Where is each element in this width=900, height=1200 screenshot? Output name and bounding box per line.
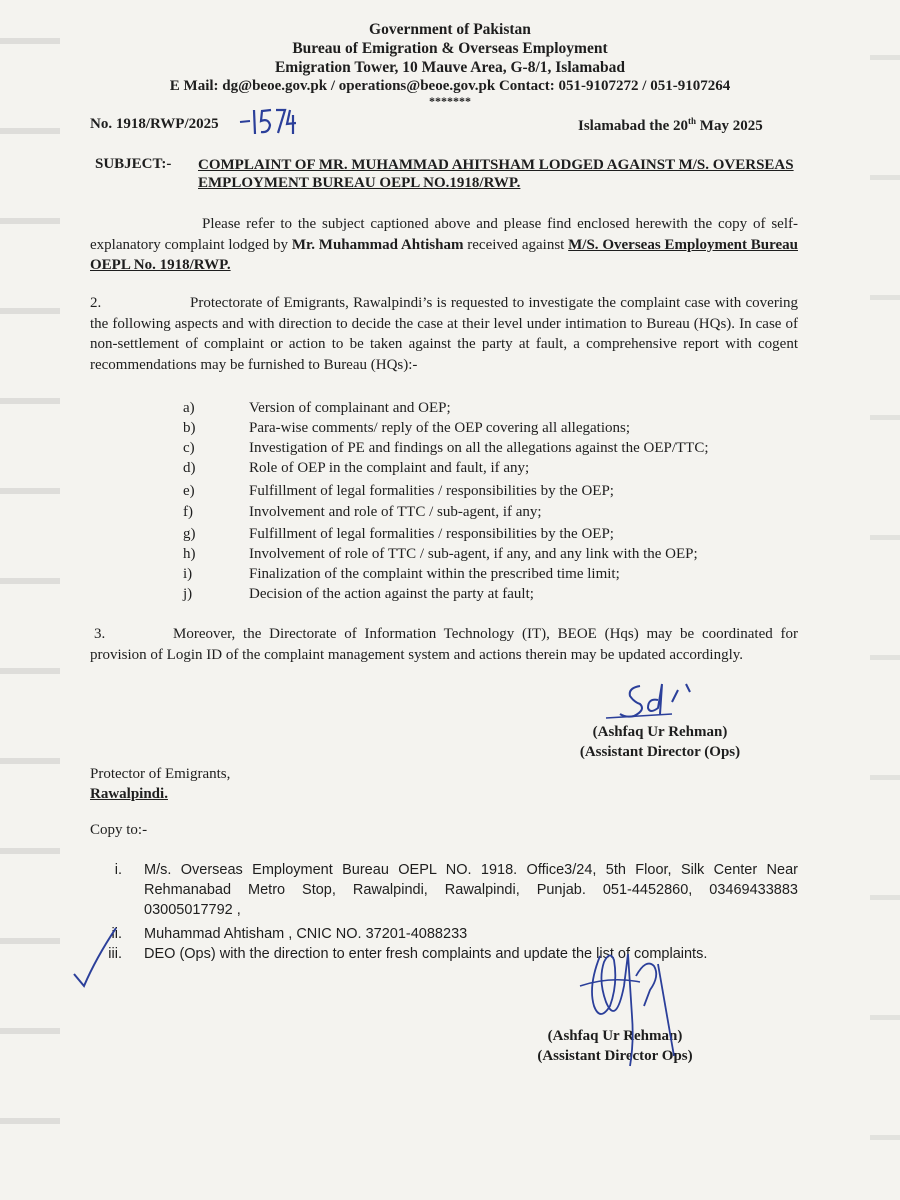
addressee — [90, 764, 230, 804]
paragraph-1: Please refer to the subject captioned above and please find enclosed herewith the copy of self-explanatory complaint lodged by Mr. Muhammad Ahtisham received against M/S. Overseas Employment Bureau OEPL No. 1918/RWP. — [90, 216, 798, 273]
scan-edge-left — [0, 0, 60, 1200]
letterhead-contact: E Mail: dg@beoe.gov.pk / operations@beoe.gov.pk Contact: 051-9107272 / 051-9107264 — [169, 78, 731, 94]
addressee-city: Rawalpindi. — [90, 786, 168, 802]
signatory-title: (Assistant Director Ops) — [537, 1048, 693, 1064]
subject-label: SUBJECT:- — [95, 156, 172, 172]
checkmark-icon — [70, 924, 120, 990]
aspects-list: a) Version of complainant and OEP; b) Para-wise comments/ reply of the OEP covering all allegations; c) Investigation of PE and findings on all the allegations against the OEP/TTC; d) Role of OEP in the complaint and fault, if any; e) Fulfillment of legal formalities / responsibilities by the OEP; f) Involvement and role of TTC / sub-agent, if any; g) Fulfillment of legal formalities / responsibilities by the OEP; h) Involvement of role of TTC / sub-agent, if any, and any link with the OEP; i) Finalization of the complaint within the prescribed time limit; j) Decision of the action against the party at fault; — [183, 400, 709, 602]
reference-number: No. 1918/RWP/2025 — [90, 116, 219, 132]
handwritten-signature — [570, 946, 680, 1074]
letterhead-government: Government of Pakistan — [369, 21, 531, 38]
paragraph-3: 3. Moreover, the Directorate of Information Technology (IT), BEOE (Hqs) may be coordinated for provision of Login ID of the complaint management system and actions therein may be updated accordingly. — [90, 626, 798, 663]
svg-text:sd/-: sd/- — [602, 680, 604, 681]
signatory-title: (Assistant Director (Ops) — [579, 744, 741, 760]
letterhead — [0, 20, 900, 106]
letterhead-bureau: Bureau of Emigration & Overseas Employment — [292, 40, 608, 57]
copy-to-label: Copy to:- — [90, 822, 148, 838]
addressee-title: Protector of Emigrants, — [90, 766, 231, 782]
signatory-name: (Ashfaq Ur Rehman) — [592, 724, 728, 740]
letterhead-stars: ******* — [429, 94, 471, 108]
letterhead-address: Emigration Tower, 10 Mauve Area, G-8/1, Islamabad — [274, 59, 626, 76]
subject-text: COMPLAINT OF MR. MUHAMMAD AHITSHAM LODGED AGAINST M/S. OVERSEAS EMPLOYMENT BUREAU OEPL NO.1918/RWP. — [198, 157, 794, 191]
scan-edge-right — [870, 0, 900, 1200]
sd-signature-mark — [602, 680, 702, 724]
handwritten-reference-number — [238, 104, 296, 138]
signature-block-1 — [560, 722, 760, 762]
signatory-name: (Ashfaq Ur Rehman) — [547, 1028, 683, 1044]
paragraph-2: 2. Protectorate of Emigrants, Rawalpindi’s is requested to investigate the complaint case with covering the following aspects and with direction to decide the case at their level under intimation to Bureau (HQs). In case of non-settlement of complaint or action to be taken against the party at fault, a comprehensive report with cogent recommendations may be furnished to Bureau (HQs):- — [90, 295, 798, 373]
place-date: Islamabad the 20th May 2025 — [578, 116, 763, 134]
copy-to-list: i. M/s. Overseas Employment Bureau OEPL NO. 1918. Office3/24, 5th Floor, Silk Center Near Rehmanabad Metro Stop, Rawalpindi, Rawalpindi, Punjab. 051-4452860, 03469433883 03005017792 , ii. Muhammad Ahtisham , CNIC NO. 37201-4088233 iii. DEO (Ops) with the direction to enter fresh complaints and update the list of complaints. — [108, 862, 798, 962]
